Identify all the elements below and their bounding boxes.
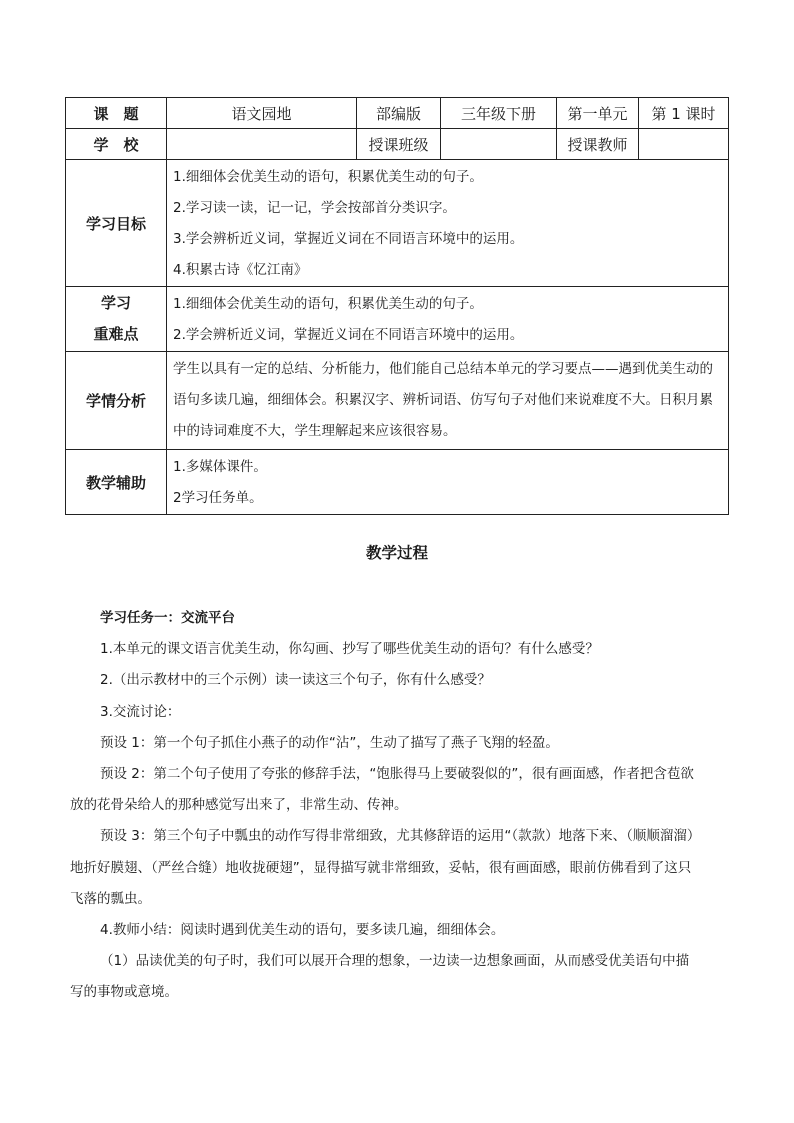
table-row [66,450,729,515]
teacher-value-cell[interactable] [639,129,729,160]
question-2: 2.（出示教材中的三个示例）读一读这三个句子，你有什么感受？ [100,672,491,689]
class-label-cell: 授课班级 [357,129,441,160]
aids-label-cell: 教学辅助 [66,450,167,515]
grade-cell: 三年级下册 [441,98,557,129]
topic-title-cell: 语文园地 [167,98,357,129]
analysis-label-cell: 学情分析 [66,352,167,450]
goals-content-cell [167,160,729,287]
preset-3: 预设 3：第三个句子中瓢虫的动作写得非常细致，尤其修辞语的运用“（款款）地落下来、（顺顺溜溜）地折好膜翅、（严丝合缝）地收拢硬翅”，显得描写就非常细致，妥帖，很有画面感，眼前仿佛看到了这只飞落的瓢虫。 [70,828,694,907]
aid-item: 2学习任务单。 [173,490,263,506]
goal-item: 4.积累古诗《忆江南》 [173,262,308,278]
aids-content-cell [167,450,729,515]
table-row [66,98,729,129]
teacher-label-cell: 授课教师 [557,129,639,160]
unit-cell: 第一单元 [557,98,639,129]
goals-label-cell: 学习目标 [66,160,167,287]
goal-item: 1.细细体会优美生动的语句，积累优美生动的句子。 [173,169,483,185]
table-row [66,160,729,287]
goal-item: 2.学习读一读，记一记，学会按部首分类识字。 [173,200,456,216]
key-points-content-cell [167,287,729,352]
class-value-cell[interactable] [441,129,557,160]
lesson-info-table [65,97,729,515]
teacher-summary: 4.教师小结：阅读时遇到优美生动的语句，要多读几遍，细细体会。 [100,922,505,939]
table-row [66,287,729,352]
aid-item: 1.多媒体课件。 [173,459,267,475]
question-1: 1.本单元的课文语言优美生动，你勾画、抄写了哪些优美生动的语句？有什么感受？ [100,641,599,658]
key-points-label-line2: 重难点 [93,325,139,343]
key-points-label-cell [66,287,167,352]
preset-1: 预设 1：第一个句子抓住小燕子的动作“沾”，生动了描写了燕子飞翔的轻盈。 [100,734,559,751]
question-3: 3.交流讨论： [100,703,181,720]
topic-label-cell: 课 题 [66,98,167,129]
analysis-content-cell: 学生以具有一定的总结、分析能力，他们能自己总结本单元的学习要点——遇到优美生动的语句多读几遍，细细体会。积累汉字、辨析词语、仿写句子对他们来说难度不大。日积月累中的诗词难度不大，学生理解起来应该很容易。 [167,352,729,450]
preset-2: 预设 2：第二个句子使用了夸张的修辞手法，“饱胀得马上要破裂似的”，很有画面感，作者把含苞欲放的花骨朵给人的那种感觉写出来了，非常生动、传神。 [70,766,694,814]
key-point-item: 2.学会辨析近义词，掌握近义词在不同语言环境中的运用。 [173,327,524,343]
lesson-cell: 第 1 课时 [639,98,729,129]
edition-cell: 部编版 [357,98,441,129]
task-heading: 学习任务一：交流平台 [100,610,235,626]
table-row [66,352,729,450]
school-value-cell[interactable] [167,129,357,160]
goal-item: 3.学会辨析近义词，掌握近义词在不同语言环境中的运用。 [173,231,524,247]
key-point-item: 1.细细体会优美生动的语句，积累优美生动的句子。 [173,296,483,312]
table-row [66,129,729,160]
section-title: 教学过程 [365,544,428,562]
school-label-cell: 学 校 [66,129,167,160]
key-points-label-line1: 学习 [100,294,131,312]
process-body [70,603,700,1009]
summary-point-1: （1）品读优美的句子时，我们可以展开合理的想象，一边读一边想象画面，从而感受优美语句中描写的事物或意境。 [70,953,690,1001]
